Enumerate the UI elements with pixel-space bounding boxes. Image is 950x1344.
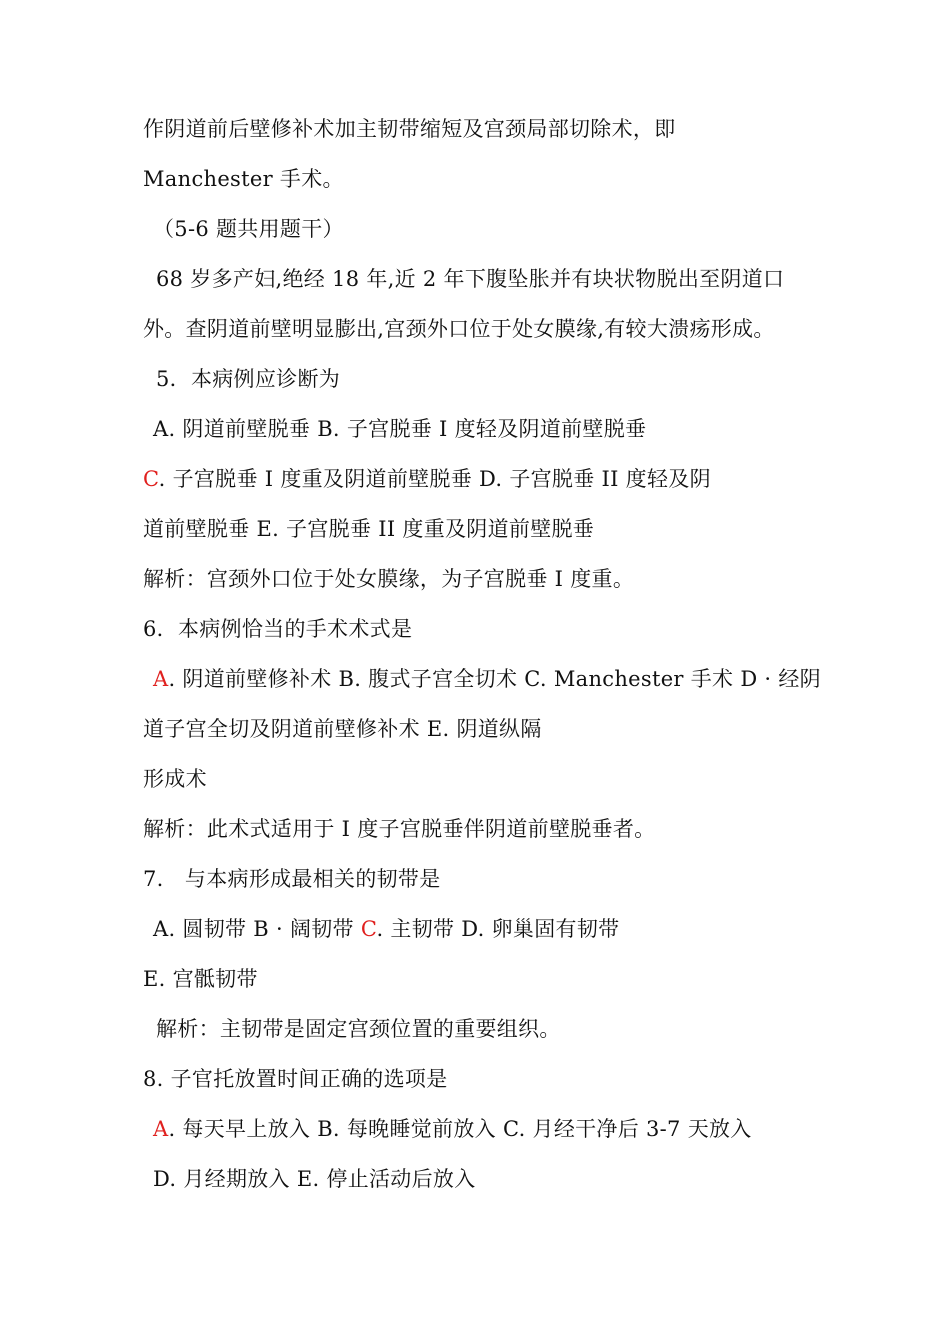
question-6-options — [153, 664, 821, 694]
option-text: . 每天早上放入 B. 每晚睡觉前放入 C. 月经干净后 3-7 天放入 — [168, 1117, 752, 1141]
question-6-options: 道子宫全切及阴道前壁修补术 E. 阴道纵隔 — [143, 717, 542, 741]
question-7-options — [153, 914, 619, 944]
question-5-explanation: 解析：宫颈外口位于处女膜缘，为子宫脱垂 I 度重。 — [143, 567, 635, 591]
question-6-explanation: 解析：此术式适用于 I 度子宫脱垂伴阴道前壁脱垂者。 — [143, 817, 656, 841]
question-8-options — [153, 1114, 752, 1144]
question-5-title: 5．本病例应诊断为 — [156, 367, 341, 391]
paragraph-line: Manchester 手术。 — [143, 167, 344, 191]
case-description-line: 68 岁多产妇,绝经 18 年,近 2 年下腹坠胀并有块状物脱出至阴道口 — [156, 267, 785, 291]
answer-marker: A — [153, 667, 169, 691]
option-text: . 子宫脱垂 I 度重及阴道前壁脱垂 D. 子宫脱垂 II 度轻及阴 — [158, 467, 711, 491]
case-description-line: 外。查阴道前壁明显膨出,宫颈外口位于处女膜缘,有较大溃疡形成。 — [143, 317, 775, 341]
option-text: A. 圆韧带 B · 阔韧带 — [153, 917, 361, 941]
question-7-options: E. 宫骶韧带 — [143, 967, 258, 991]
question-7-title: 7. 与本病形成最相关的韧带是 — [143, 867, 441, 891]
question-5-options — [143, 464, 711, 494]
question-7-explanation: 解析：主韧带是固定宫颈位置的重要组织。 — [156, 1017, 561, 1041]
answer-marker: C — [360, 917, 377, 941]
question-5-options: 道前壁脱垂 E. 子宫脱垂 II 度重及阴道前壁脱垂 — [143, 517, 595, 541]
option-text: . 主韧带 D. 卵巢固有韧带 — [376, 917, 620, 941]
question-5-options: A. 阴道前壁脱垂 B. 子宫脱垂 I 度轻及阴道前壁脱垂 — [153, 417, 647, 441]
question-6-title: 6．本病例恰当的手术术式是 — [143, 617, 413, 641]
option-text: . 阴道前壁修补术 B. 腹式子宫全切术 C. Manchester 手术 D · 经阴 — [168, 667, 821, 691]
question-8-title: 8. 子官托放置时间正确的选项是 — [143, 1067, 448, 1091]
answer-marker: C — [143, 467, 159, 491]
question-6-options: 形成术 — [143, 767, 207, 791]
question-8-options: D. 月经期放入 E. 停止活动后放入 — [153, 1167, 476, 1191]
shared-stem-heading: （5-6 题共用题干） — [153, 217, 344, 241]
paragraph-line: 作阴道前后壁修补术加主韧带缩短及宫颈局部切除术，即 — [143, 117, 676, 141]
answer-marker: A — [153, 1117, 169, 1141]
